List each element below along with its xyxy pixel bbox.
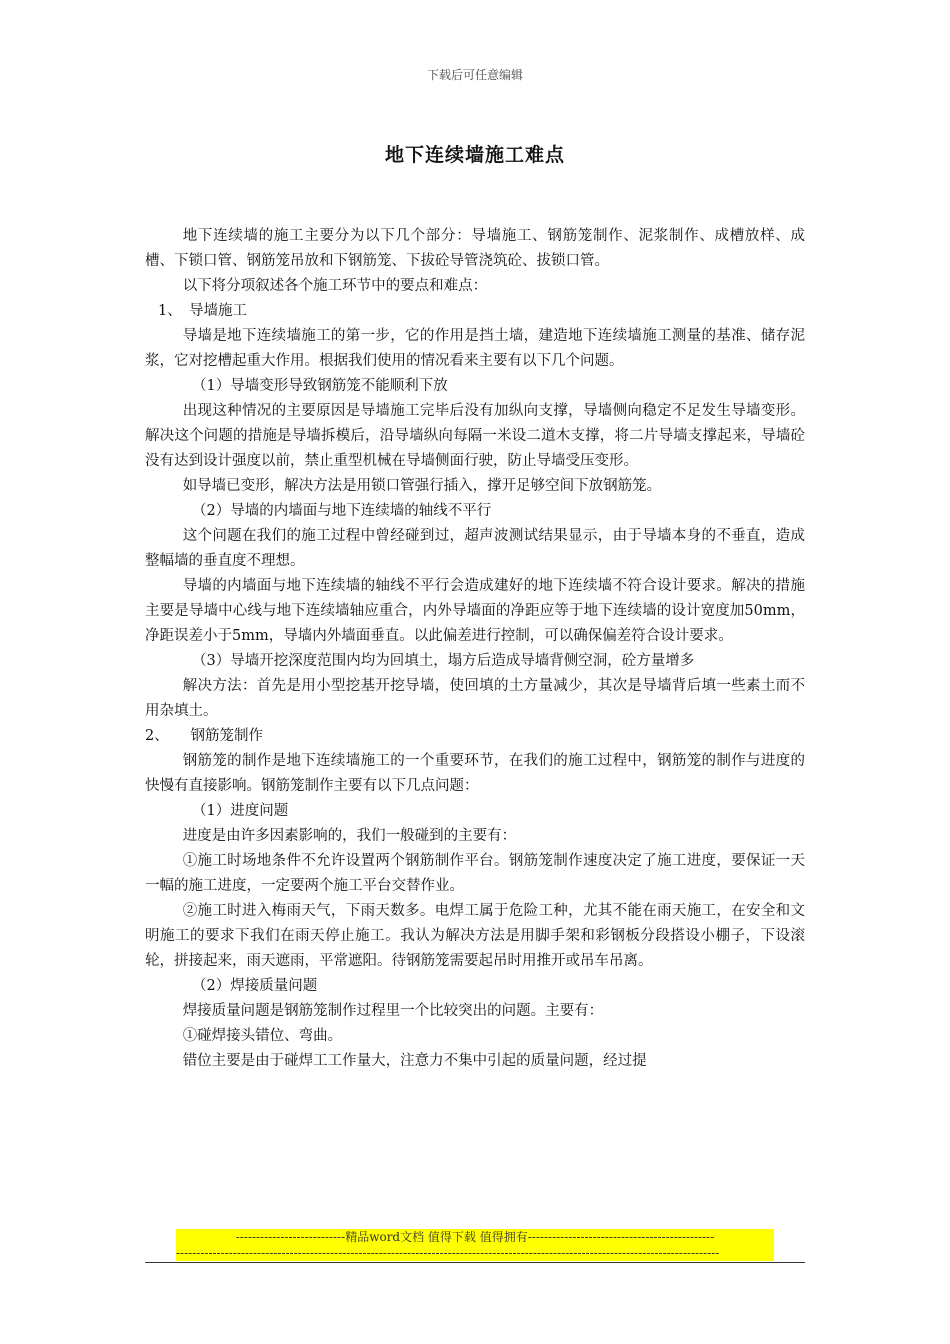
paragraph: 进度是由许多因素影响的，我们一般碰到的主要有： [182,828,517,844]
paragraph: 焊接质量问题是钢筋笼制作过程里一个比较突出的问题。主要有： [182,1003,604,1019]
document-body [145,224,805,1074]
paragraph: 错位主要是由于碰焊工工作量大，注意力不集中引起的质量问题，经过提 [182,1053,647,1069]
list-item: ②施工时进入梅雨天气，下雨天数多。电焊工属于危险工种，尤其不能在雨天施工，在安全和文明施工的要求下我们在雨天停止施工。我认为解决方法是用脚手架和彩钢板分段搭设小棚子，下设滚轮，拼接起来，雨天遮雨，平常遮阳。待钢筋笼需要起吊时用推开或吊车吊离。 [145,903,805,969]
subsection-heading: （2）焊接质量问题 [192,978,318,994]
paragraph: 解决方法：首先是用小型挖基开挖导墙，使回填的土方量减少，其次是导墙背后填一些素土而不用杂填土。 [145,678,805,719]
footer-banner: ---------------------------精品word文档 值得下载 值得拥有---------------------------------------------- [176,1229,774,1245]
header-note: 下载后可任意编辑 [426,68,523,82]
paragraph: 导墙的内墙面与地下连续墙的轴线不平行会造成建好的地下连续墙不符合设计要求。解决的措施主要是导墙中心线与地下连续墙轴应重合，内外导墙面的净距应等于地下连续墙的设计宽度加50mm，净距误差小于5mm，导墙内外墙面垂直。以此偏差进行控制，可以确保偏差符合设计要求。 [145,578,805,644]
paragraph: 这个问题在我们的施工过程中曾经碰到过，超声波测试结果显示，由于导墙本身的不垂直，造成整幅墙的垂直度不理想。 [145,528,805,569]
subsection-heading: （3）导墙开挖深度范围内均为回填土，塌方后造成导墙背侧空洞，砼方量增多 [192,653,695,669]
paragraph: 导墙是地下连续墙施工的第一步，它的作用是挡土墙，建造地下连续墙施工测量的基准、储存泥浆，它对挖槽起重大作用。根据我们使用的情况看来主要有以下几个问题。 [145,328,805,369]
paragraph: 如导墙已变形，解决方法是用锁口管强行插入，撑开足够空间下放钢筋笼。 [182,478,662,494]
section-heading-rebar-cage: 2、 钢筋笼制作 [145,728,263,744]
list-item: ①碰焊接头错位、弯曲。 [182,1028,343,1044]
list-item: ①施工时场地条件不允许设置两个钢筋制作平台。钢筋笼制作速度决定了施工进度，要保证一天一幅的施工进度，一定要两个施工平台交替作业。 [145,853,805,894]
footer-divider [145,1262,805,1263]
subsection-heading: （2）导墙的内墙面与地下连续墙的轴线不平行 [192,503,492,519]
paragraph-overview: 以下将分项叙述各个施工环节中的要点和难点： [182,278,488,294]
subsection-heading: （1）进度问题 [192,803,289,819]
document-title: 地下连续墙施工难点 [384,144,565,166]
subsection-heading: （1）导墙变形导致钢筋笼不能顺利下放 [192,378,448,394]
paragraph-intro: 地下连续墙的施工主要分为以下几个部分：导墙施工、钢筋笼制作、泥浆制作、成槽放样、成槽、下锁口管、钢筋笼吊放和下钢筋笼、下拔砼导管浇筑砼、拔锁口管。 [145,228,805,269]
section-heading-guide-wall: 1、 导墙施工 [158,303,247,319]
paragraph: 出现这种情况的主要原因是导墙施工完毕后没有加纵向支撑，导墙侧向稳定不足发生导墙变形。解决这个问题的措施是导墙拆模后，沿导墙纵向每隔一米设二道木支撑，将二片导墙支撑起来，导墙砼没有达到设计强度以前，禁止重型机械在导墙侧面行驶，防止导墙受压变形。 [145,403,805,469]
paragraph: 钢筋笼的制作是地下连续墙施工的一个重要环节，在我们的施工过程中，钢筋笼的制作与进度的快慢有直接影响。钢筋笼制作主要有以下几点问题： [145,753,805,794]
footer-dashes: -------------------------------------------------------------------------------------------------------------------------------------- [176,1245,774,1261]
